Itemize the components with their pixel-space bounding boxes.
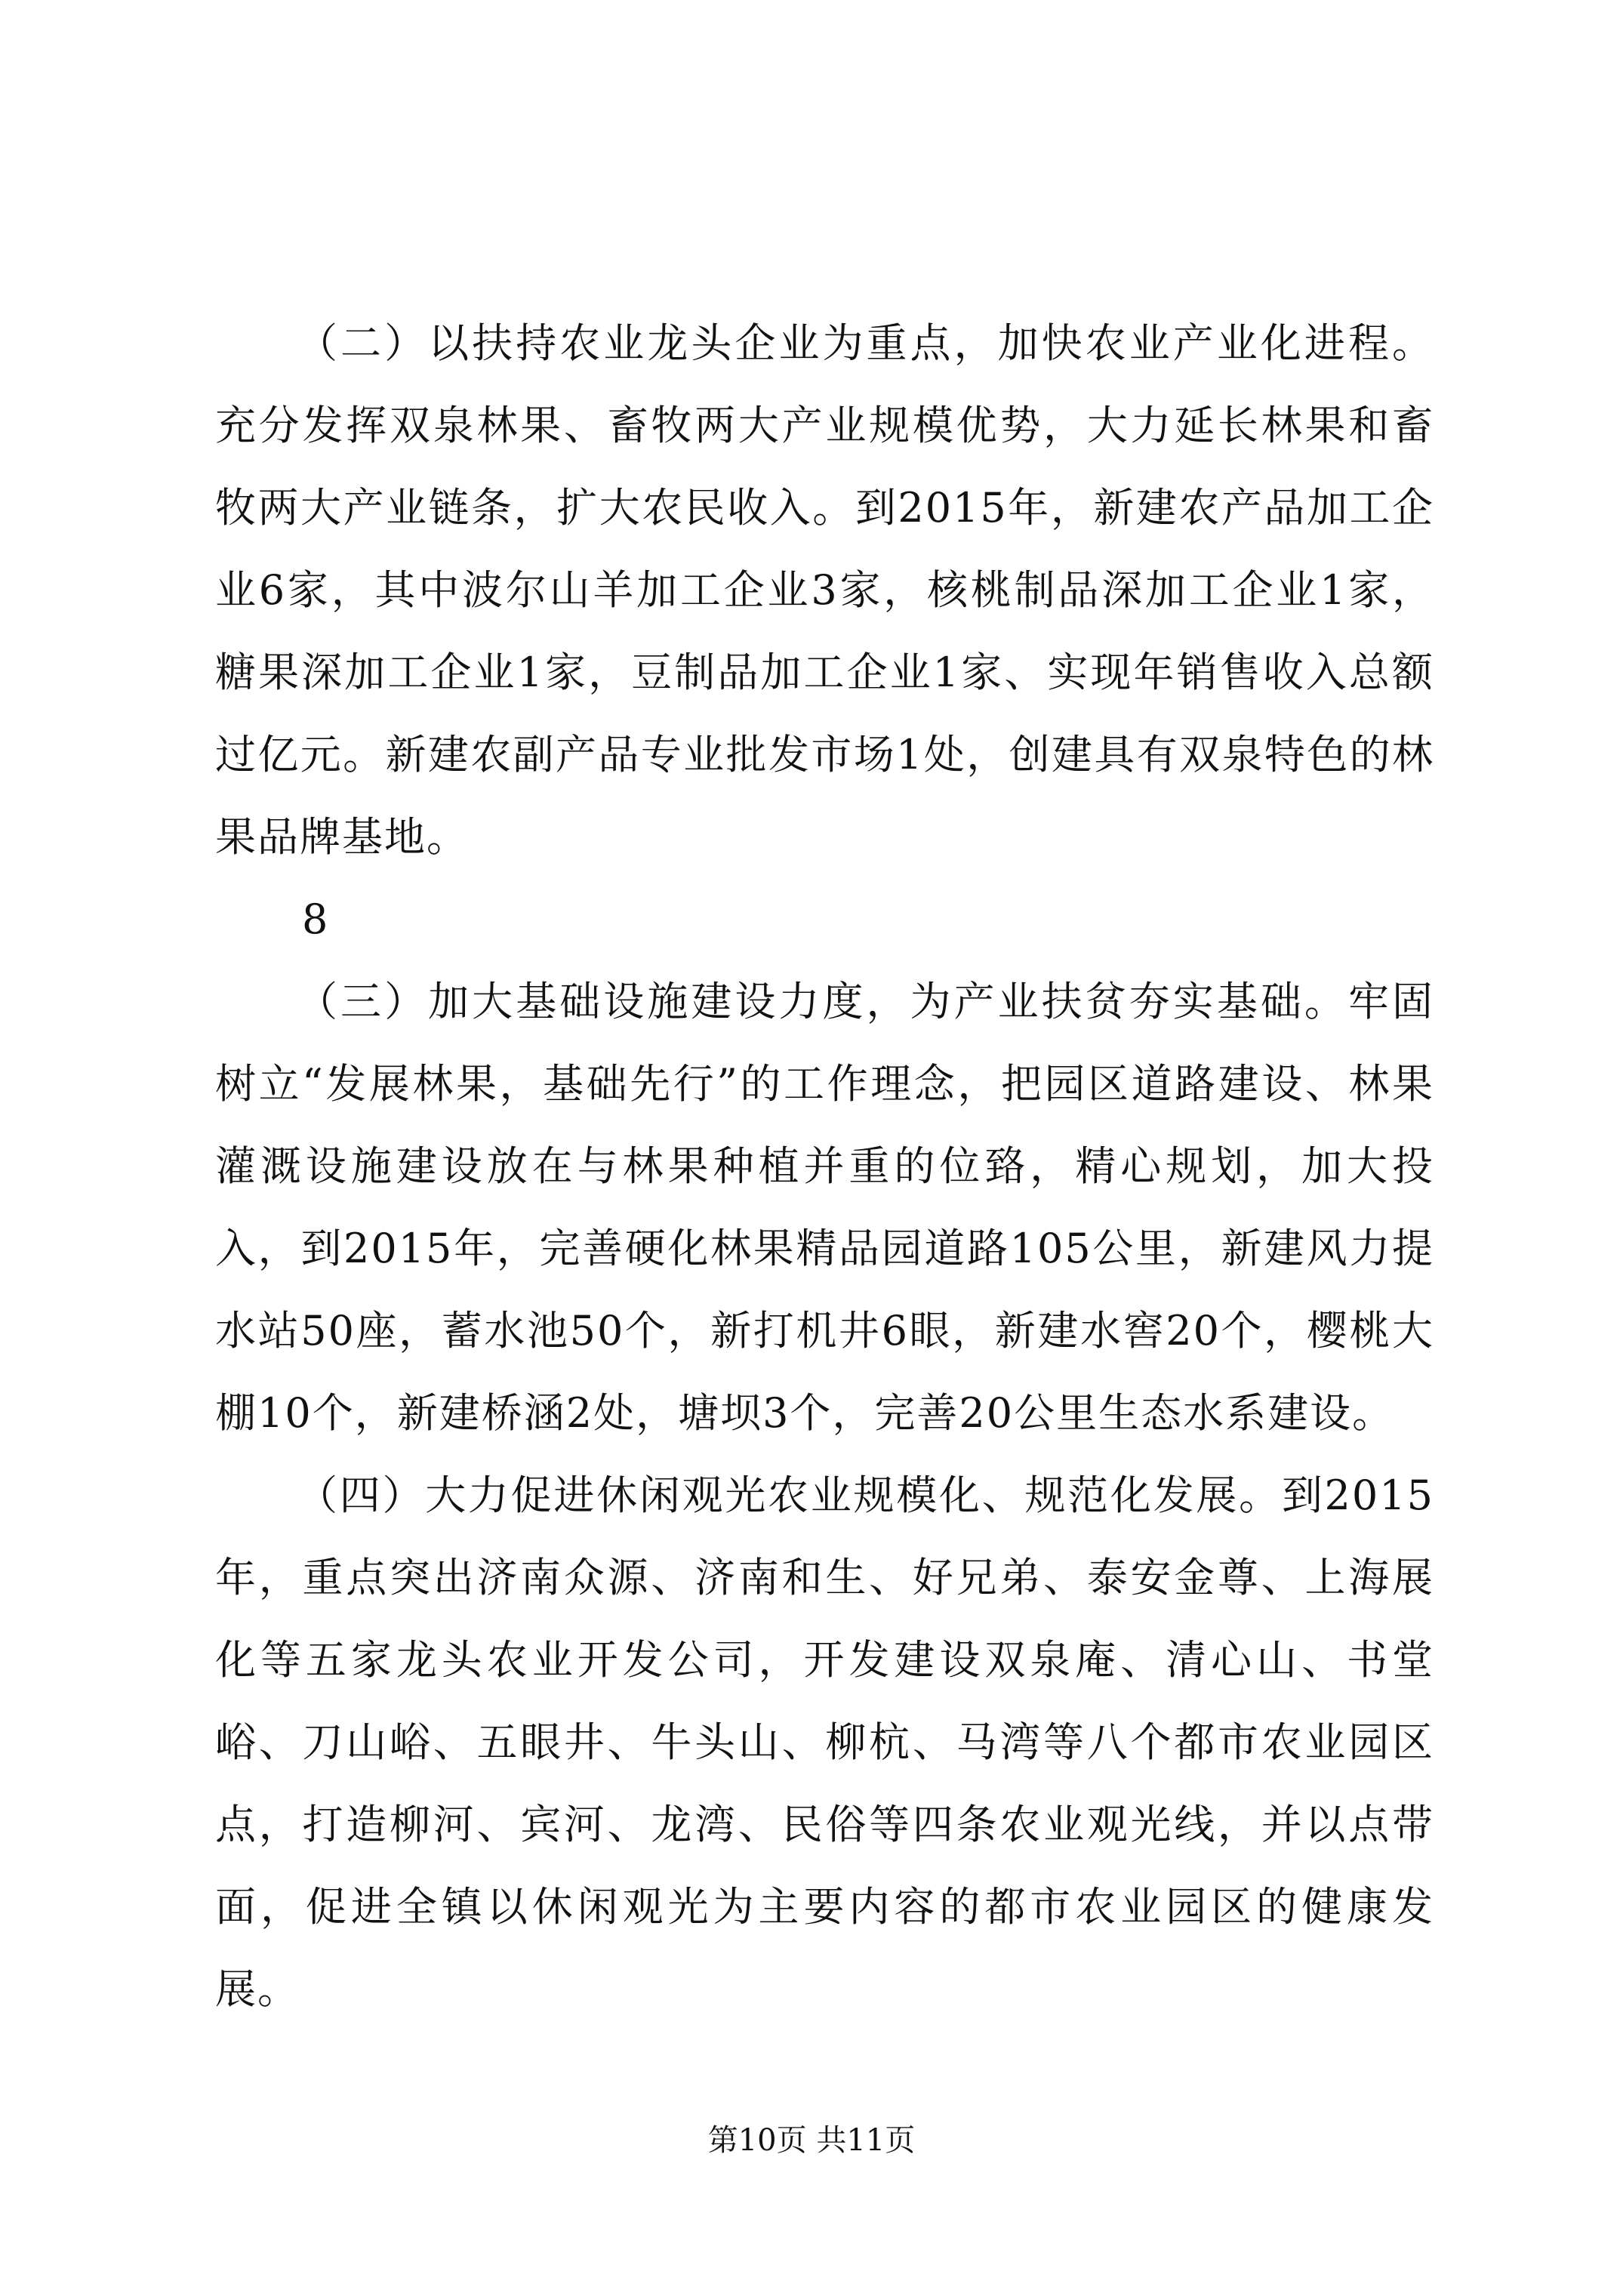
paragraph-4: （四）大力促进休闲观光农业规模化、规范化发展。到2015年，重点突出济南众源、济南和生、好兄弟、泰安金尊、上海展化等五家龙头农业开发公司，开发建设双泉庵、清心山、书堂峪、刀山峪、五眼井、牛头山、柳杭、马湾等八个都市农业园区点，打造柳河、宾河、龙湾、民俗等四条农业观光线，并以点带面，促进全镇以休闲观光为主要内容的都市农业园区的健康发展。 [215,1472,1434,2013]
document-body [215,302,1434,2030]
inline-page-number: 8 [302,895,328,943]
page-footer: 第10页 共11页 [707,2123,916,2158]
paragraph-3: （三）加大基础设施建设力度，为产业扶贫夯实基础。牢固树立“发展林果，基础先行”的工作理念，把园区道路建设、林果灌溉设施建设放在与林果种植并重的位臵，精心规划，加大投入，到2015年，完善硬化林果精品园道路105公里，新建风力提水站50座，蓄水池50个，新打机井6眼，新建水窖20个，樱桃大棚10个，新建桥涵2处，塘坝3个，完善20公里生态水系建设。 [215,978,1434,1437]
paragraph-2: （二）以扶持农业龙头企业为重点，加快农业产业化进程。充分发挥双泉林果、畜牧两大产业规模优势，大力延长林果和畜牧两大产业链条，扩大农民收入。到2015年，新建农产品加工企业6家，其中波尔山羊加工企业3家，核桃制品深加工企业1家，糖果深加工企业1家，豆制品加工企业1家、实现年销售收入总额过亿元。新建农副产品专业批发市场1处，创建具有双泉特色的林果品牌基地。 [215,319,1434,861]
